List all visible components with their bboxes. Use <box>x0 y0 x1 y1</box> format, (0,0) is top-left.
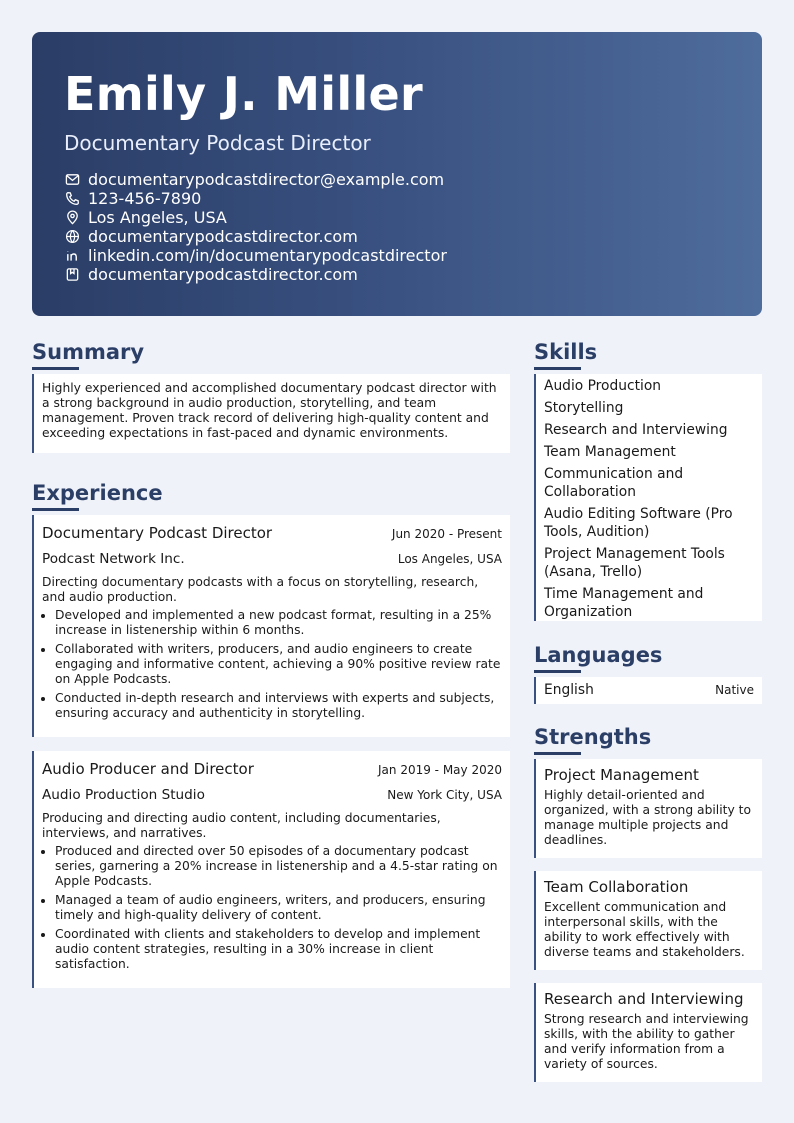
job-bullets <box>42 608 502 721</box>
job-description: Producing and directing audio content, including documentaries, interviews, and narratives. <box>42 811 441 840</box>
job-title: Documentary Podcast Director <box>42 524 273 542</box>
strength-title: Research and Interviewing <box>544 990 744 1008</box>
mail-icon <box>64 172 80 188</box>
job-bullet: • Developed and implemented a new podcast format, resulting in a 25% increase in listenership within 6 months. <box>55 608 502 638</box>
linkedin-icon <box>64 248 80 264</box>
skills-list <box>534 374 762 621</box>
contact-list <box>64 170 730 284</box>
contact-location <box>64 208 730 227</box>
job-location: New York City, USA <box>387 788 502 802</box>
strength-description: Highly detail-oriented and organized, with a strong ability to manage multiple projects and deadlines. <box>544 788 751 847</box>
location-pin-icon <box>64 210 80 226</box>
language-level: Native <box>715 683 754 697</box>
contact-linkedin-text: linkedin.com/in/documentarypodcastdirector <box>88 246 447 265</box>
skill-item: Storytelling <box>544 400 624 416</box>
job-description: Directing documentary podcasts with a focus on storytelling, research, and audio production. <box>42 575 479 604</box>
skill-item: Research and Interviewing <box>544 422 728 438</box>
strength-description: Strong research and interviewing skills, with the ability to gather and verify information from a variety of sources. <box>544 1012 749 1071</box>
skill-item: Communication and Collaboration <box>544 466 684 500</box>
experience-heading: Experience <box>32 481 163 505</box>
strength-title: Project Management <box>544 766 699 784</box>
summary-section <box>32 338 510 453</box>
job-bullet: • Managed a team of audio engineers, writers, and producers, ensuring timely and high-quality delivery of content. <box>55 893 502 923</box>
strength-title: Team Collaboration <box>544 878 689 896</box>
resume-header <box>32 32 762 316</box>
candidate-title: Documentary Podcast Director <box>64 131 371 155</box>
contact-website-text: documentarypodcastdirector.com <box>88 227 358 246</box>
languages-section <box>534 641 762 704</box>
job-company: Podcast Network Inc. <box>42 551 185 567</box>
globe-icon <box>64 229 80 245</box>
job-location: Los Angeles, USA <box>397 552 502 566</box>
skill-item: Time Management and Organization <box>544 586 704 620</box>
language-name: English <box>544 682 594 698</box>
job-company: Audio Production Studio <box>42 787 205 803</box>
languages-heading: Languages <box>534 643 663 667</box>
summary-heading: Summary <box>32 340 145 364</box>
experience-section <box>32 479 510 988</box>
strength-description: Excellent communication and interpersonal skills, with the ability to work effectively with diverse teams and stakeholders. <box>544 900 745 959</box>
section-divider <box>32 508 79 511</box>
contact-email[interactable] <box>64 170 730 189</box>
contact-linkedin[interactable] <box>64 246 730 265</box>
skill-item: Project Management Tools (Asana, Trello) <box>544 546 725 580</box>
section-divider <box>32 367 79 370</box>
contact-website[interactable] <box>64 227 730 246</box>
language-item <box>534 677 762 704</box>
job-entry <box>32 751 510 988</box>
section-divider <box>534 752 581 755</box>
skill-item: Audio Production <box>544 378 662 394</box>
strength-card <box>534 759 762 858</box>
contact-portfolio-text: documentarypodcastdirector.com <box>88 265 358 284</box>
left-column <box>32 338 510 1002</box>
section-divider <box>534 367 581 370</box>
skill-item: Team Management <box>544 444 676 460</box>
job-date: Jun 2020 - Present <box>391 527 502 541</box>
contact-email-text: documentarypodcastdirector@example.com <box>88 170 445 189</box>
contact-portfolio[interactable] <box>64 265 730 284</box>
contact-location-text: Los Angeles, USA <box>88 208 227 227</box>
section-divider <box>534 670 581 673</box>
summary-text: Highly experienced and accomplished documentary podcast director with a strong background in audio production, storytelling, and team management. Proven track record of delivering high-quality content and exceeding expectations in fast-paced and dynamic environments. <box>32 374 510 453</box>
skills-heading: Skills <box>534 340 598 364</box>
job-date: Jan 2019 - May 2020 <box>378 763 502 777</box>
contact-phone[interactable] <box>64 189 730 208</box>
right-column <box>534 338 762 1095</box>
phone-icon <box>64 191 80 207</box>
job-bullet: • Produced and directed over 50 episodes of a documentary podcast series, garnering a 20% increase in listenership and a 4.5-star rating on Apple Podcasts. <box>55 844 502 889</box>
job-bullet: • Conducted in-depth research and interviews with experts and subjects, ensuring accuracy and authenticity in storytelling. <box>55 691 502 721</box>
strengths-heading: Strengths <box>534 725 652 749</box>
bookmark-icon <box>64 267 80 283</box>
strengths-section <box>534 723 762 1082</box>
job-bullet: • Coordinated with clients and stakeholders to develop and implement audio content strategies, resulting in a 30% increase in client satisfaction. <box>55 927 502 972</box>
strength-card <box>534 871 762 970</box>
candidate-name: Emily J. Miller <box>64 67 423 121</box>
job-title: Audio Producer and Director <box>42 760 254 778</box>
skill-item: Audio Editing Software (Pro Tools, Audition) <box>544 506 733 540</box>
job-bullet: • Collaborated with writers, producers, and audio engineers to create engaging and informative content, achieving a 90% positive review rate on Apple Podcasts. <box>55 642 502 687</box>
skills-section <box>534 338 762 621</box>
strength-card <box>534 983 762 1082</box>
contact-phone-text: 123-456-7890 <box>88 189 202 208</box>
job-bullets <box>42 844 502 972</box>
job-entry <box>32 515 510 737</box>
